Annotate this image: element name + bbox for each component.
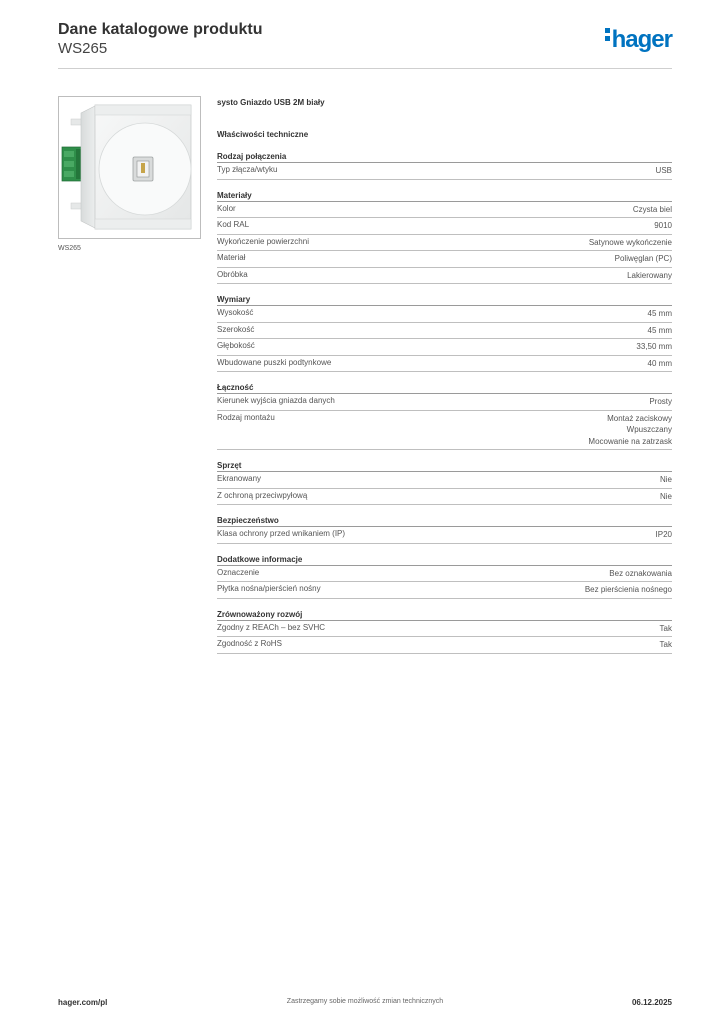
property-row <box>217 411 672 451</box>
property-value <box>636 341 672 353</box>
property-value-line: 45 mm <box>647 309 672 318</box>
usb-socket-illustration-icon <box>59 97 200 238</box>
property-row <box>217 218 672 235</box>
properties-title: Właściwości techniczne <box>217 130 309 139</box>
property-value <box>609 568 672 580</box>
product-image <box>58 96 201 239</box>
property-value-line: Tak <box>659 623 672 633</box>
property-value <box>588 413 672 448</box>
property-section <box>217 460 672 505</box>
property-section <box>217 294 672 372</box>
property-label: Obróbka <box>217 269 248 279</box>
page-footer <box>58 998 672 1012</box>
property-row <box>217 621 672 638</box>
property-label: Ekranowany <box>217 474 262 483</box>
property-row <box>217 394 672 411</box>
property-value <box>615 253 672 265</box>
product-details <box>217 96 672 654</box>
section-title: Materiały <box>217 190 672 202</box>
property-value-line: IP20 <box>655 530 672 539</box>
property-label: Klasa ochrony przed wnikaniem (IP) <box>217 529 346 538</box>
section-title: Dodatkowe informacje <box>217 554 672 566</box>
property-value-line: USB <box>655 166 672 175</box>
section-title: Bezpieczeństwo <box>217 515 672 527</box>
property-section <box>217 190 672 285</box>
property-value-line: Lakierowany <box>627 270 672 280</box>
product-image-caption: WS265 <box>58 245 81 252</box>
property-label: Wbudowane puszki podtynkowe <box>217 357 332 367</box>
property-row <box>217 251 672 268</box>
footer-date: 06.12.2025 <box>631 998 672 1007</box>
property-label: Zgodny z REACh – bez SVHC <box>217 622 326 632</box>
property-value <box>660 623 672 635</box>
property-label: Kierunek wyjścia gniazda danych <box>217 396 335 405</box>
property-row <box>217 306 672 323</box>
property-value-line: 45 mm <box>647 325 672 335</box>
property-row <box>217 582 672 599</box>
property-label: Rodzaj montażu <box>217 412 275 422</box>
property-value <box>649 396 672 408</box>
property-label: Materiał <box>217 253 246 262</box>
property-label: Zgodność z RoHS <box>217 639 282 648</box>
property-value <box>656 165 672 177</box>
property-value-line: Poliwęglan (PC) <box>614 254 672 263</box>
property-value-line: Satynowe wykończenie <box>588 237 672 247</box>
property-value-line: 9010 <box>654 221 672 230</box>
property-value-line: Nie <box>659 475 672 484</box>
property-label: Typ złącza/wtyku <box>217 165 278 174</box>
property-value <box>585 584 672 596</box>
section-title: Sprzęt <box>217 460 672 472</box>
property-value-line: Czysta biel <box>632 204 672 214</box>
property-value-line: Prosty <box>649 397 672 406</box>
property-value <box>589 237 672 249</box>
property-label: Wykończenie powierzchni <box>217 236 309 246</box>
property-value-line: Tak <box>659 640 672 649</box>
property-section <box>217 382 672 450</box>
property-value <box>648 358 672 370</box>
logo-text: hager <box>611 26 672 53</box>
property-value <box>633 204 672 216</box>
property-label: Płytka nośna/pierścień nośny <box>217 584 321 593</box>
property-value <box>656 529 672 541</box>
property-value-line: Nie <box>659 491 672 501</box>
document-subtitle: WS265 <box>58 40 108 57</box>
property-row <box>217 566 672 583</box>
product-name: systo Gniazdo USB 2M biały <box>217 98 325 107</box>
property-label: Głębokość <box>217 341 255 350</box>
property-label: Szerokość <box>217 324 255 334</box>
property-section <box>217 554 672 599</box>
property-row <box>217 356 672 373</box>
footer-website: hager.com/pl <box>58 998 108 1007</box>
property-label: Kod RAL <box>217 220 250 229</box>
footer-disclaimer: Zastrzegamy sobie możliwość zmian technicznych <box>286 998 444 1005</box>
header-divider <box>58 68 672 69</box>
property-section <box>217 515 672 544</box>
property-value-line: 40 mm <box>647 358 672 368</box>
property-value <box>648 325 672 337</box>
property-value <box>648 308 672 320</box>
property-value-line: Mocowanie na zatrzask <box>588 436 672 446</box>
property-row <box>217 202 672 219</box>
section-title: Zrównoważony rozwój <box>217 609 672 621</box>
property-row <box>217 527 672 544</box>
document-title: Dane katalogowe produktu <box>58 21 263 38</box>
page-header <box>58 20 672 70</box>
property-label: Oznaczenie <box>217 567 260 577</box>
property-value <box>627 270 672 282</box>
property-row <box>217 268 672 285</box>
property-section <box>217 151 672 180</box>
property-value-line: 33,50 mm <box>636 342 672 351</box>
property-row <box>217 323 672 340</box>
property-value <box>660 491 672 503</box>
property-value-line: Bez pierścienia nośnego <box>584 585 672 594</box>
property-row <box>217 339 672 356</box>
property-label: Z ochroną przeciwpyłową <box>217 490 308 500</box>
property-value <box>654 220 672 232</box>
brand-logo <box>605 26 672 54</box>
property-value <box>660 639 672 651</box>
property-section <box>217 609 672 654</box>
section-title: Łączność <box>217 382 672 394</box>
section-title: Rodzaj połączenia <box>217 151 672 163</box>
property-value-line: Bez oznakowania <box>609 568 672 578</box>
property-value-line: Wpuszczany <box>626 425 672 434</box>
property-row <box>217 235 672 252</box>
property-row <box>217 163 672 180</box>
property-label: Kolor <box>217 203 236 213</box>
property-label: Wysokość <box>217 308 254 317</box>
property-value <box>660 474 672 486</box>
section-title: Wymiary <box>217 294 672 306</box>
logo-colon-icon <box>605 25 610 44</box>
property-value-line: Montaż zaciskowy <box>607 413 672 423</box>
property-row <box>217 637 672 654</box>
property-row <box>217 489 672 506</box>
property-row <box>217 472 672 489</box>
properties-sections <box>217 151 672 654</box>
